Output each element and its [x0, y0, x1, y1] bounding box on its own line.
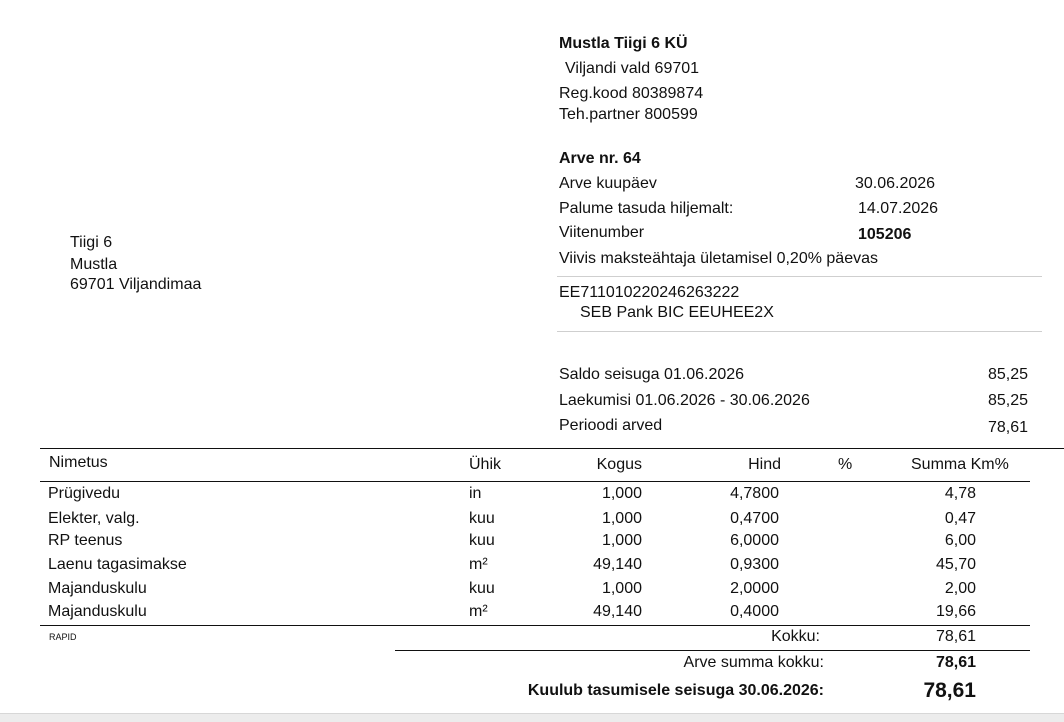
- table-cell-unit: in: [469, 485, 482, 502]
- col-header-price: Hind: [748, 456, 781, 473]
- balance-value: 85,25: [987, 392, 1028, 409]
- issuer-address: Viljandi vald 69701: [565, 60, 700, 77]
- recipient-line-3: 69701 Viljandimaa: [70, 276, 202, 293]
- reference-label: Viitenumber: [559, 224, 645, 241]
- issuer-name: Mustla Tiigi 6 KÜ: [559, 35, 688, 52]
- table-cell-price: 2,0000: [730, 580, 779, 597]
- invoice-title: Arve nr. 64: [559, 150, 641, 167]
- table-cell-name: Prügivedu: [48, 485, 121, 502]
- recipient-line-1: Tiigi 6: [70, 234, 113, 251]
- table-cell-name: Majanduskulu: [48, 603, 147, 620]
- table-cell-sum: 4,78: [944, 485, 976, 502]
- col-header-unit: Ühik: [469, 456, 502, 473]
- table-cell-qty: 1,000: [601, 580, 642, 597]
- col-header-sum: Summa Km%: [911, 456, 1009, 473]
- penalty-note: Viivis maksteähtaja ületamisel 0,20% päevas: [559, 250, 878, 267]
- software-tag: RAPID: [49, 632, 77, 642]
- payable-label: Kuulub tasumisele seisuga 30.06.2026:: [527, 682, 824, 699]
- table-cell-qty: 49,140: [593, 556, 642, 573]
- divider: [557, 331, 1042, 332]
- issuer-reg-code: Reg.kood 80389874: [559, 85, 704, 102]
- table-cell-unit: kuu: [469, 580, 495, 597]
- balance-label: Saldo seisuga 01.06.2026: [559, 366, 745, 383]
- bank-iban: EE711010220246263222: [559, 284, 740, 301]
- table-cell-unit: m²: [469, 603, 488, 620]
- totals-divider: [395, 650, 1030, 651]
- due-date-label: Palume tasuda hiljemalt:: [559, 200, 734, 217]
- table-cell-sum: 0,47: [944, 510, 976, 527]
- recipient-line-2: Mustla: [70, 256, 118, 273]
- table-cell-sum: 2,00: [944, 580, 976, 597]
- balance-value: 85,25: [987, 366, 1028, 383]
- table-cell-qty: 1,000: [601, 510, 642, 527]
- table-cell-sum: 6,00: [944, 532, 976, 549]
- col-header-qty: Kogus: [596, 456, 642, 473]
- balance-value: 78,61: [987, 419, 1028, 436]
- table-cell-name: Majanduskulu: [48, 580, 147, 597]
- table-cell-qty: 1,000: [601, 485, 642, 502]
- table-cell-price: 0,4700: [730, 510, 779, 527]
- payable-value: 78,61: [923, 679, 976, 702]
- invoice-date-value: 30.06.2026: [855, 175, 936, 192]
- table-cell-price: 4,7800: [730, 485, 779, 502]
- total-value: 78,61: [935, 628, 976, 645]
- table-header-border: [40, 481, 1030, 482]
- reference-number: 105206: [858, 226, 912, 243]
- table-cell-unit: m²: [469, 556, 488, 573]
- col-header-pct: %: [838, 456, 853, 473]
- invoice-date-label: Arve kuupäev: [559, 175, 657, 192]
- table-cell-name: RP teenus: [48, 532, 123, 549]
- table-cell-qty: 1,000: [601, 532, 642, 549]
- divider: [557, 276, 1042, 277]
- table-cell-name: Elekter, valg.: [48, 510, 140, 527]
- table-top-border: [40, 448, 1064, 449]
- col-header-name: Nimetus: [49, 454, 108, 471]
- table-cell-sum: 45,70: [935, 556, 976, 573]
- table-bottom-border: [40, 625, 1030, 626]
- table-cell-name: Laenu tagasimakse: [48, 556, 187, 573]
- table-cell-price: 6,0000: [730, 532, 779, 549]
- balance-label: Perioodi arved: [559, 417, 663, 434]
- invoice-sum-value: 78,61: [935, 654, 976, 671]
- due-date-value: 14.07.2026: [858, 200, 939, 217]
- table-cell-unit: kuu: [469, 532, 495, 549]
- issuer-tech-partner: Teh.partner 800599: [559, 106, 698, 123]
- invoice-sum-label: Arve summa kokku:: [683, 654, 824, 671]
- bank-name: SEB Pank BIC EEUHEE2X: [580, 304, 774, 321]
- table-cell-unit: kuu: [469, 510, 495, 527]
- table-cell-qty: 49,140: [593, 603, 642, 620]
- balance-label: Laekumisi 01.06.2026 - 30.06.2026: [559, 392, 810, 409]
- total-label: Kokku:: [771, 628, 820, 645]
- table-cell-sum: 19,66: [935, 603, 976, 620]
- table-cell-price: 0,4000: [730, 603, 779, 620]
- table-cell-price: 0,9300: [730, 556, 779, 573]
